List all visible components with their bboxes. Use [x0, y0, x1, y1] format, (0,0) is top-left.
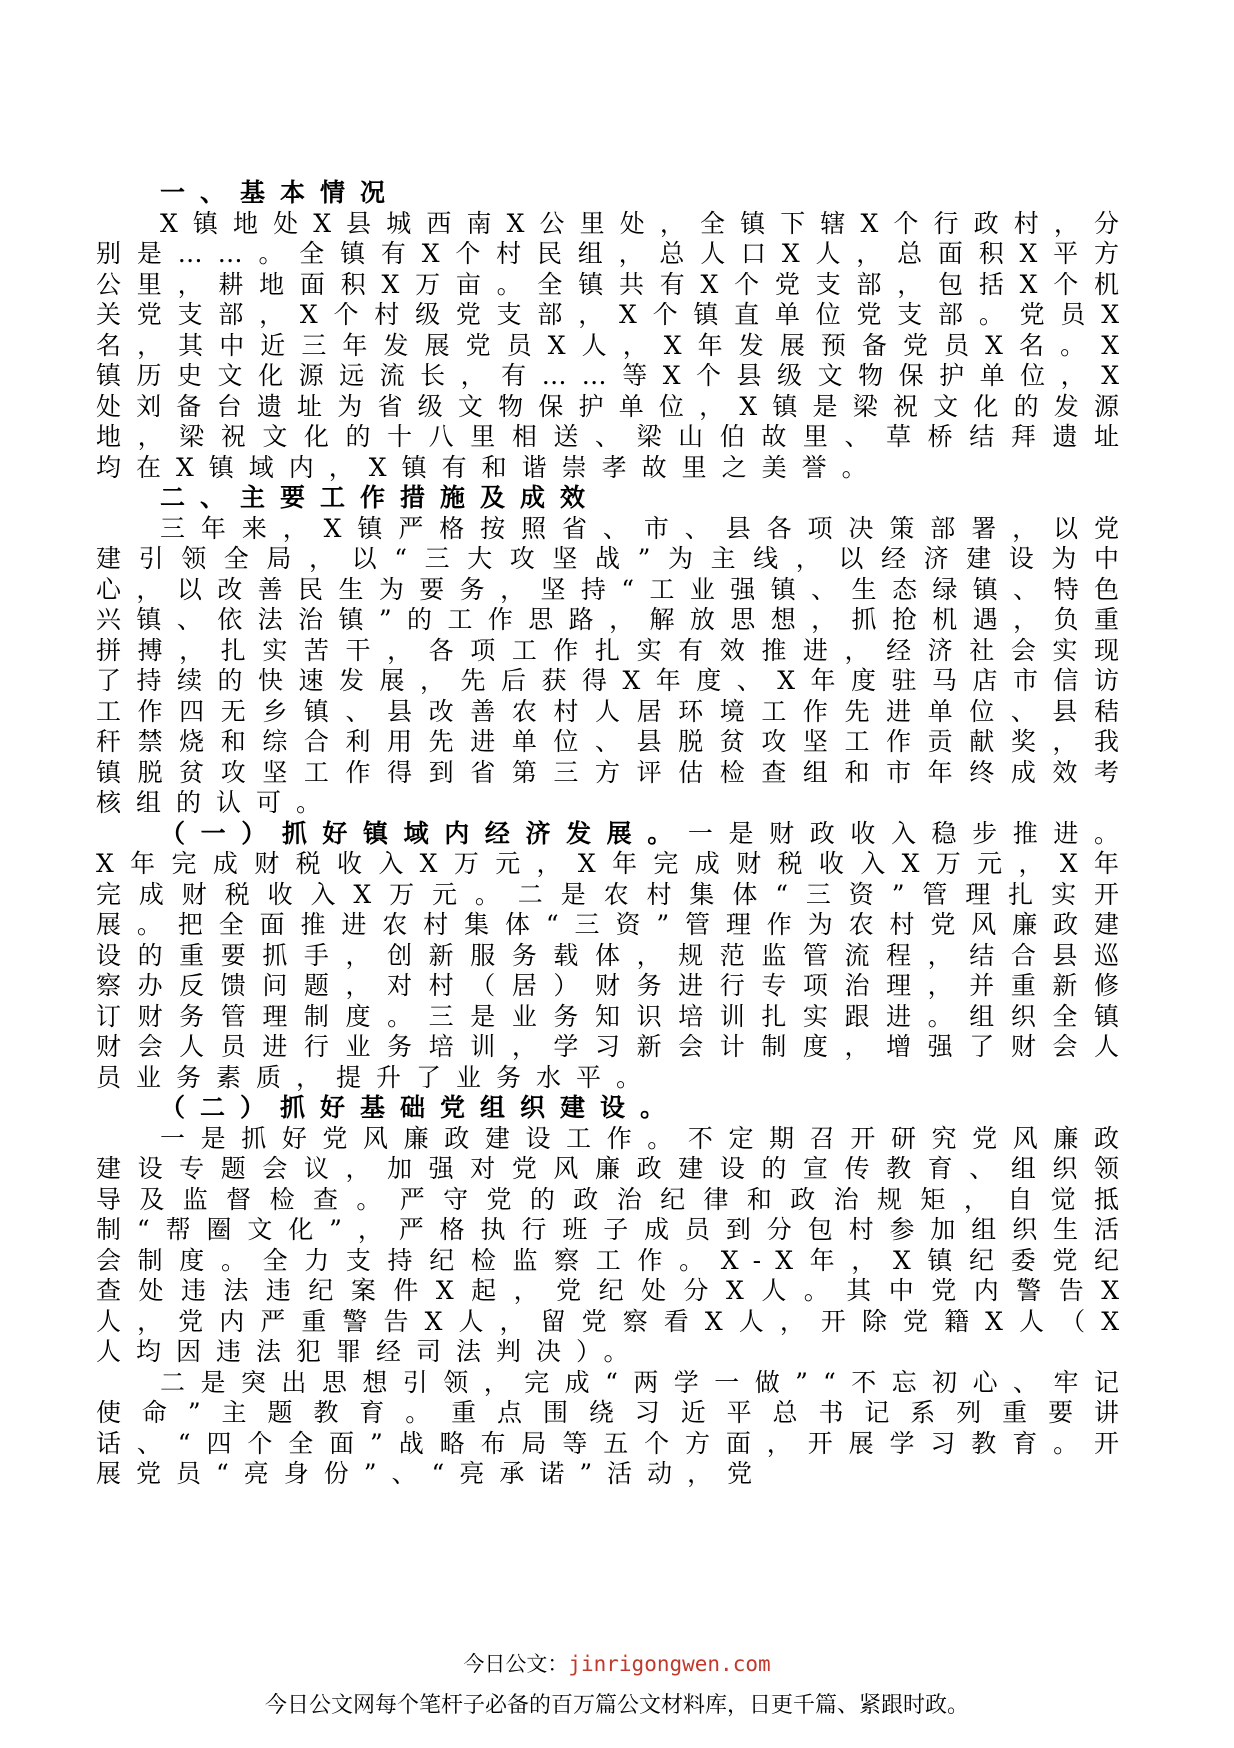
- document-body: [96, 178, 1134, 1490]
- paragraph-economic-development-text: 一是财政收入稳步推进。X年完成财税收入X万元，X年完成财税收入X万元，X年完成财税收入X万元。二是农村集体“三资”管理扎实开展。把全面推进农村集体“三资”管理作为农村党风廉政建设的重要抓手，创新服务载体，规范监管流程，结合县巡察办反馈问题，对村（居）财务进行专项治理，并重新修订财务管理制度。三是业务知识培训扎实跟进。组织全镇财会人员进行业务培训，学习新会计制度，增强了财会人员业务素质，提升了业务水平。: [96, 818, 1134, 1092]
- paragraph-main-measures-intro: 三年来，X镇严格按照省、市、县各项决策部署，以党建引领全局，以“三大攻坚战”为主线，以经济建设为中心，以改善民生为要务，坚持“工业强镇、生态绿镇、特色兴镇、依法治镇”的工作思路，解放思想，抓抢机遇，负重拼搏，扎实苦干，各项工作扎实有效推进，经济社会实现了持续的快速发展，先后获得X年度、X年度驻马店市信访工作四无乡镇、县改善农村人居环境工作先进单位、县秸秆禁烧和综合利用先进单位、县脱贫攻坚工作贡献奖，我镇脱贫攻坚工作得到省第三方评估检查组和市年终成效考核组的认可。: [96, 513, 1134, 817]
- section-heading-main-measures: 二、主要工作措施及成效: [160, 483, 601, 512]
- footer-brand-line: [0, 1648, 1234, 1678]
- footer-site-link[interactable]: jinrigongwen.com: [568, 1652, 771, 1676]
- paragraph-economic-development: [96, 819, 1134, 1094]
- footer-separator: ：: [547, 1652, 569, 1676]
- paragraph-basic-situation: X镇地处X县城西南X公里处，全镇下辖X个行政村，分别是……。全镇有X个村民组，总人口X人，总面积X平方公里，耕地面积X万亩。全镇共有X个党支部，包括X个机关党支部，X个村级党支部，X个镇直单位党支部。党员X名，其中近三年发展党员X人，X年发展预备党员X名。X镇历史文化源远流长，有……等X个县级文物保护单位，X处刘备台遗址为省级文物保护单位，X镇是梁祝文化的发源地，梁祝文化的十八里相送、梁山伯故里、草桥结拜遗址均在X镇域内，X镇有和谐崇孝故里之美誉。: [96, 208, 1134, 482]
- subheading-economic-development: （一）抓好镇域内经济发展。: [160, 818, 688, 848]
- section-heading-basic-situation: 一、基本情况: [160, 178, 401, 207]
- paragraph-clean-governance: 一是抓好党风廉政建设工作。不定期召开研究党风廉政建设专题会议，加强对党风廉政建设的宣传教育、组织领导及监督检查。严守党的政治纪律和政治规矩，自觉抵制“帮圈文化”，严格执行班子成员到分包村参加组织生活会制度。全力支持纪检监察工作。X-X年，X镇纪委党纪查处违法违纪案件X起，党纪处分X人。其中党内警告X人，党内严重警告X人，留党察看X人，开除党籍X人（X人均因违法犯罪经司法判决）。: [96, 1123, 1134, 1366]
- footer-tagline: 今日公文网每个笔杆子必备的百万篇公文材料库，日更千篇、紧跟时政。: [264, 1693, 969, 1718]
- subheading-party-organization: （二）抓好基础党组织建设。: [160, 1093, 681, 1122]
- footer-brand: 今日公文: [463, 1652, 548, 1676]
- paragraph-ideological-guidance: 二是突出思想引领，完成“两学一做”“不忘初心、牢记使命”主题教育。重点围绕习近平总书记系列重要讲话、“四个全面”战略布局等五个方面，开展学习教育。开展党员“亮身份”、“亮承诺”活动，党: [96, 1367, 1134, 1488]
